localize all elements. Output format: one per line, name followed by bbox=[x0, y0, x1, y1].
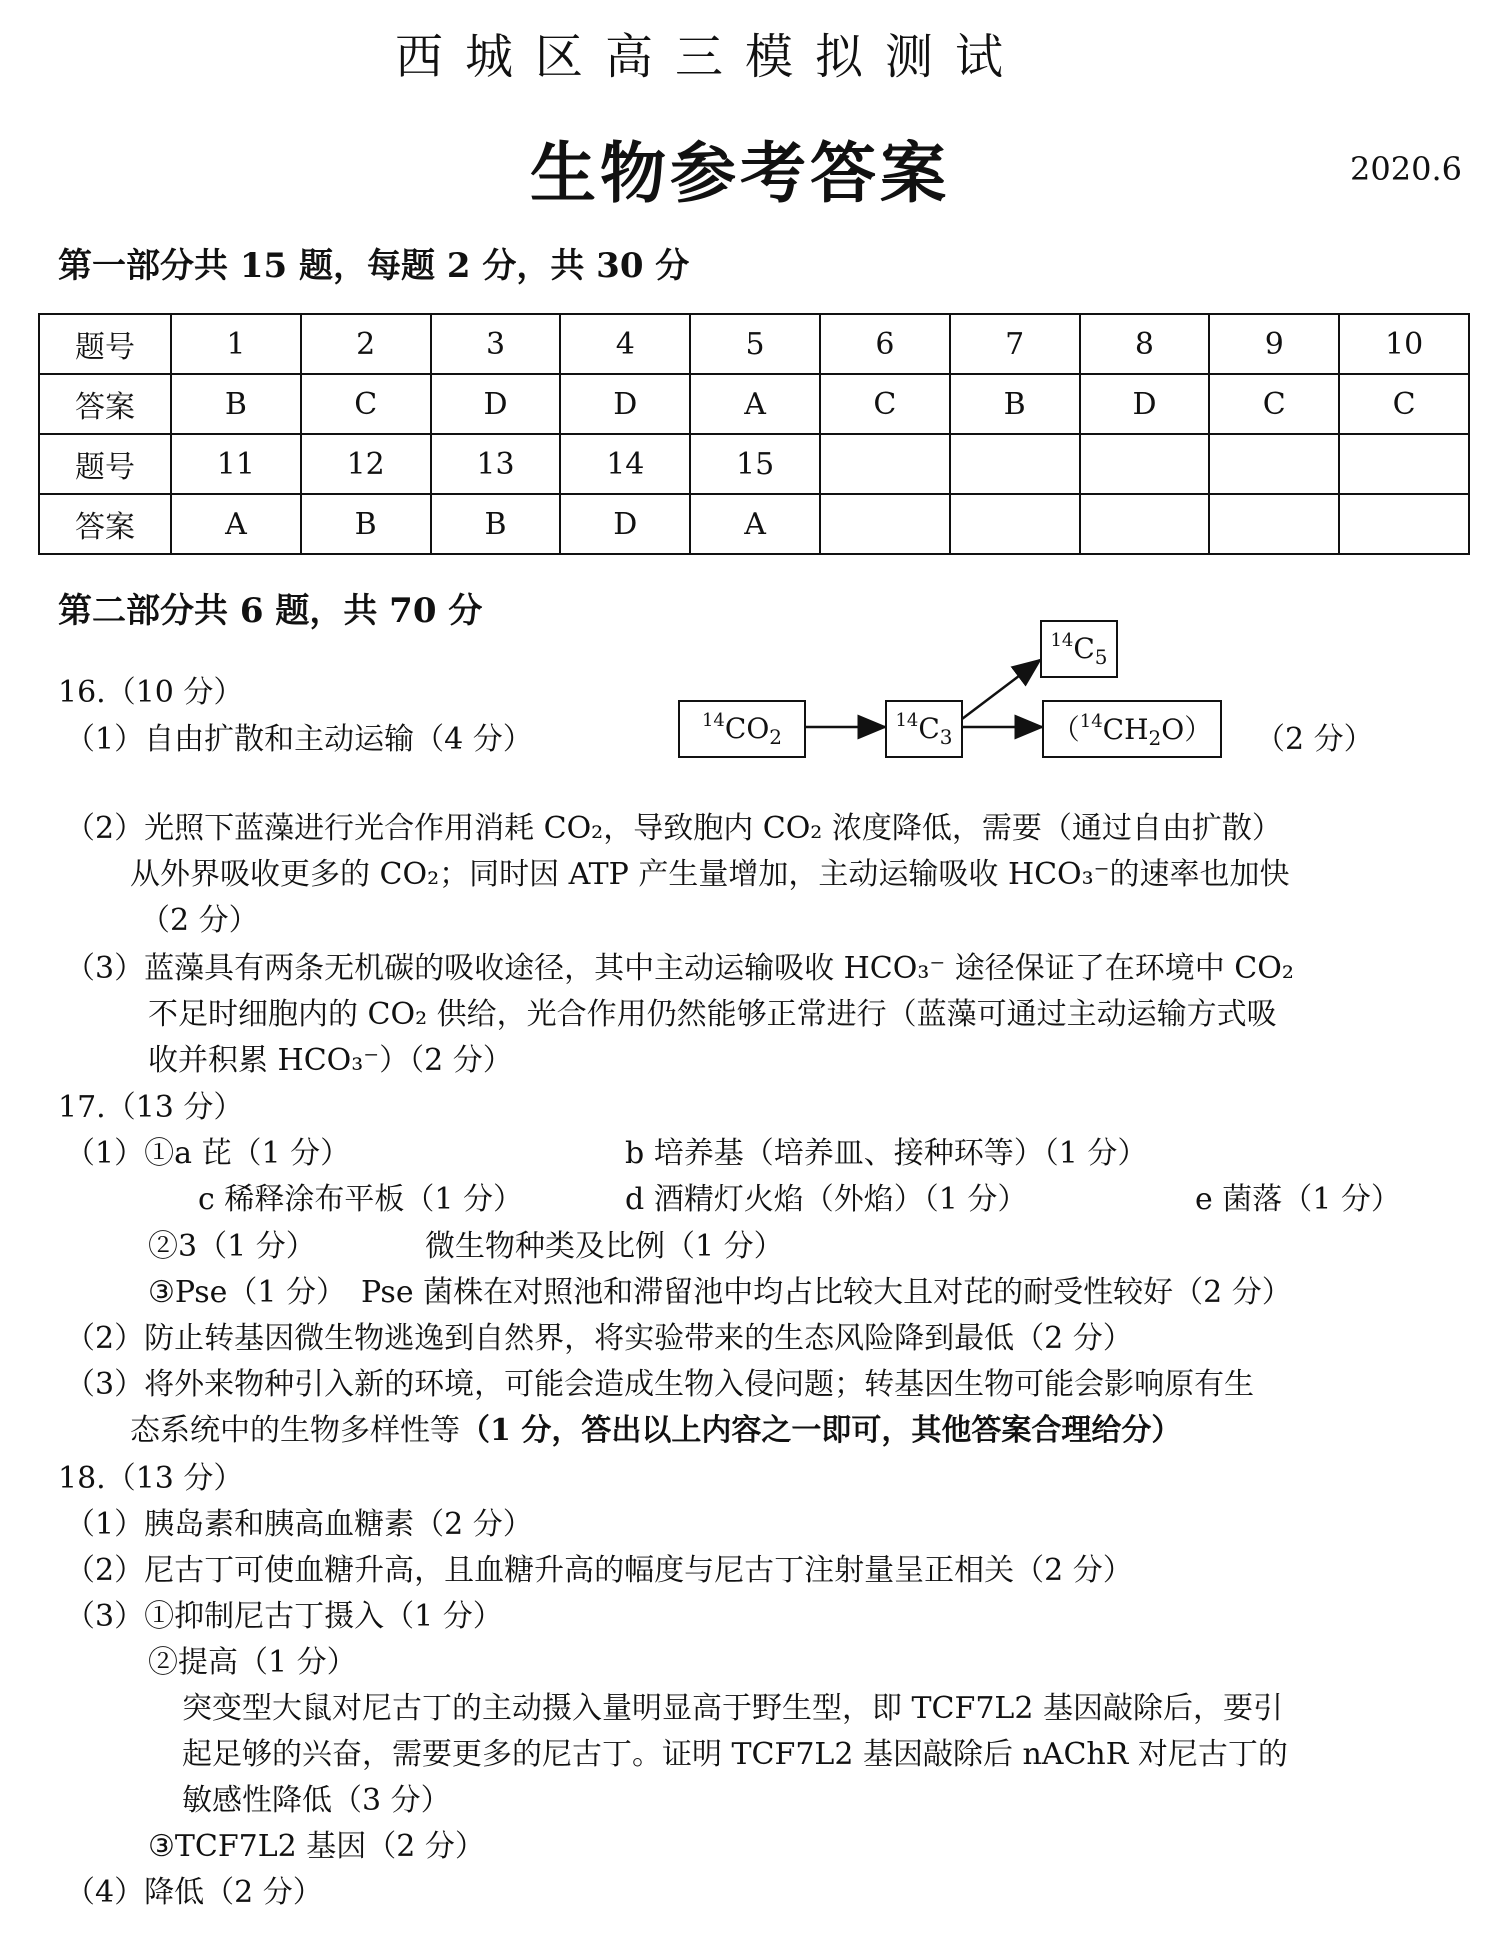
question-number bbox=[820, 434, 950, 494]
answer-cell: D bbox=[560, 494, 690, 554]
question-number: 7 bbox=[950, 314, 1080, 374]
q18-answer-3-line6: ③TCF7L2 基因（2 分） bbox=[148, 1829, 485, 1864]
row-label: 题号 bbox=[39, 434, 171, 494]
q17-answer-1-a: （1）①a 芘（1 分） bbox=[65, 1136, 351, 1171]
page-title: 生物参考答案 bbox=[530, 134, 950, 212]
q16-answer-1: （1）自由扩散和主动运输（4 分） bbox=[65, 722, 533, 757]
table-row bbox=[39, 494, 1469, 554]
question-number: 14 bbox=[560, 434, 690, 494]
answer-cell: D bbox=[431, 374, 561, 434]
arrow-c3-to-c5 bbox=[962, 660, 1040, 719]
q18-answer-3-line5: 敏感性降低（3 分） bbox=[182, 1783, 451, 1818]
q17-answer-1-3: ③Pse（1 分） Pse 菌株在对照池和滞留池中均占比较大且对芘的耐受性较好（2 分） bbox=[148, 1275, 1292, 1310]
q18-answer-3-line2: ②提高（1 分） bbox=[148, 1645, 357, 1680]
q18-answer-3-line4: 起足够的兴奋，需要更多的尼古丁。证明 TCF7L2 基因敲除后 nAChR 对尼古丁的 bbox=[182, 1737, 1288, 1772]
question-number bbox=[950, 434, 1080, 494]
question-number: 8 bbox=[1080, 314, 1210, 374]
answer-cell: A bbox=[171, 494, 301, 554]
q17-answer-3-line2 bbox=[130, 1408, 1181, 1454]
question-number: 4 bbox=[560, 314, 690, 374]
q17-answer-3-text: 态系统中的生物多样性等 bbox=[130, 1413, 460, 1448]
q18-answer-3-line1: （3）①抑制尼古丁摄入（1 分） bbox=[65, 1599, 503, 1634]
question-number: 12 bbox=[301, 434, 431, 494]
c5-label: $^{14}C_5$ bbox=[1050, 629, 1108, 669]
q16-answer-2-line3: （2 分） bbox=[140, 903, 259, 938]
answer-cell: C bbox=[1339, 374, 1469, 434]
c5-box bbox=[1040, 620, 1118, 678]
q17-answer-3-note: （1 分，答出以上内容之一即可，其他答案合理给分） bbox=[460, 1413, 1182, 1448]
q18-answer-4: （4）降低（2 分） bbox=[65, 1875, 323, 1910]
question-number bbox=[1209, 434, 1339, 494]
question-number: 15 bbox=[690, 434, 820, 494]
question-number bbox=[1339, 434, 1469, 494]
q17-answer-1-e: e 菌落（1 分） bbox=[1195, 1182, 1401, 1217]
question-number: 6 bbox=[820, 314, 950, 374]
question-number: 9 bbox=[1209, 314, 1339, 374]
answer-cell: B bbox=[301, 494, 431, 554]
diagram-score: （2 分） bbox=[1255, 722, 1374, 757]
answer-cell bbox=[1339, 494, 1469, 554]
answer-cell: C bbox=[301, 374, 431, 434]
answer-cell: C bbox=[1209, 374, 1339, 434]
q17-heading: 17.（13 分） bbox=[58, 1090, 244, 1125]
answer-table bbox=[38, 313, 1470, 555]
row-label: 题号 bbox=[39, 314, 171, 374]
question-number: 3 bbox=[431, 314, 561, 374]
exam-date: 2020.6 bbox=[1350, 150, 1462, 188]
q18-answer-2: （2）尼古丁可使血糖升高，且血糖升高的幅度与尼古丁注射量呈正相关（2 分） bbox=[65, 1553, 1133, 1588]
q16-answer-2-line1: （2）光照下蓝藻进行光合作用消耗 CO₂，导致胞内 CO₂ 浓度降低，需要（通过自由扩散） bbox=[65, 811, 1282, 846]
part1-heading: 第一部分共 15 题，每题 2 分，共 30 分 bbox=[58, 246, 690, 286]
q17-answer-3-line1: （3）将外来物种引入新的环境，可能会造成生物入侵问题；转基因生物可能会影响原有生 bbox=[65, 1367, 1255, 1402]
answer-cell bbox=[1209, 494, 1339, 554]
q16-answer-3-line3: 收并积累 HCO₃⁻）（2 分） bbox=[148, 1043, 513, 1078]
q16-answer-2-line2: 从外界吸收更多的 CO₂；同时因 ATP 产生量增加，主动运输吸收 HCO₃⁻的速率也加快 bbox=[130, 857, 1290, 892]
answer-cell: C bbox=[820, 374, 950, 434]
q18-answer-1: （1）胰岛素和胰高血糖素（2 分） bbox=[65, 1507, 533, 1542]
q16-heading: 16.（10 分） bbox=[58, 675, 244, 710]
co2-box bbox=[678, 700, 806, 758]
answer-cell bbox=[950, 494, 1080, 554]
q16-answer-3-line1: （3）蓝藻具有两条无机碳的吸收途径，其中主动运输吸收 HCO₃⁻ 途径保证了在环境中 CO₂ bbox=[65, 951, 1294, 986]
question-number: 2 bbox=[301, 314, 431, 374]
answer-cell: D bbox=[560, 374, 690, 434]
answer-cell: B bbox=[171, 374, 301, 434]
question-number: 11 bbox=[171, 434, 301, 494]
answer-cell bbox=[820, 494, 950, 554]
c3-box bbox=[885, 700, 963, 758]
part2-heading: 第二部分共 6 题，共 70 分 bbox=[58, 591, 483, 631]
q17-answer-1-d: d 酒精灯火焰（外焰）（1 分） bbox=[625, 1182, 1028, 1217]
q16-answer-3-line2: 不足时细胞内的 CO₂ 供给，光合作用仍然能够正常进行（蓝藻可通过主动运输方式吸 bbox=[148, 997, 1277, 1032]
q17-answer-1-2a: ②3（1 分） bbox=[148, 1229, 316, 1264]
table-row bbox=[39, 434, 1469, 494]
question-number bbox=[1080, 434, 1210, 494]
co2-label: $^{14}CO_2$ bbox=[701, 709, 783, 749]
q18-answer-3-line3: 突变型大鼠对尼古丁的主动摄入量明显高于野生型，即 TCF7L2 基因敲除后，要引 bbox=[182, 1691, 1283, 1726]
question-number: 5 bbox=[690, 314, 820, 374]
q17-answer-1-b: b 培养基（培养皿、接种环等）（1 分） bbox=[625, 1136, 1148, 1171]
row-label: 答案 bbox=[39, 494, 171, 554]
answer-cell bbox=[1080, 494, 1210, 554]
row-label: 答案 bbox=[39, 374, 171, 434]
question-number: 1 bbox=[171, 314, 301, 374]
answer-cell: D bbox=[1080, 374, 1210, 434]
answer-cell: A bbox=[690, 494, 820, 554]
ch2o-box bbox=[1042, 700, 1222, 758]
q17-answer-2: （2）防止转基因微生物逃逸到自然界，将实验带来的生态风险降到最低（2 分） bbox=[65, 1321, 1133, 1356]
q18-heading: 18.（13 分） bbox=[58, 1461, 244, 1496]
question-number: 13 bbox=[431, 434, 561, 494]
question-number: 10 bbox=[1339, 314, 1469, 374]
table-row bbox=[39, 314, 1469, 374]
table-row bbox=[39, 374, 1469, 434]
ch2o-label: $(^{14}CH_2O)$ bbox=[1051, 711, 1213, 750]
q17-answer-1-c: c 稀释涂布平板（1 分） bbox=[198, 1182, 523, 1217]
answer-cell: B bbox=[431, 494, 561, 554]
answer-cell: B bbox=[950, 374, 1080, 434]
c3-label: $^{14}C_3$ bbox=[895, 709, 953, 749]
q17-answer-1-2b: 微生物种类及比例（1 分） bbox=[425, 1229, 784, 1264]
school-heading: 西城区高三模拟测试 bbox=[395, 29, 1026, 85]
answer-cell: A bbox=[690, 374, 820, 434]
